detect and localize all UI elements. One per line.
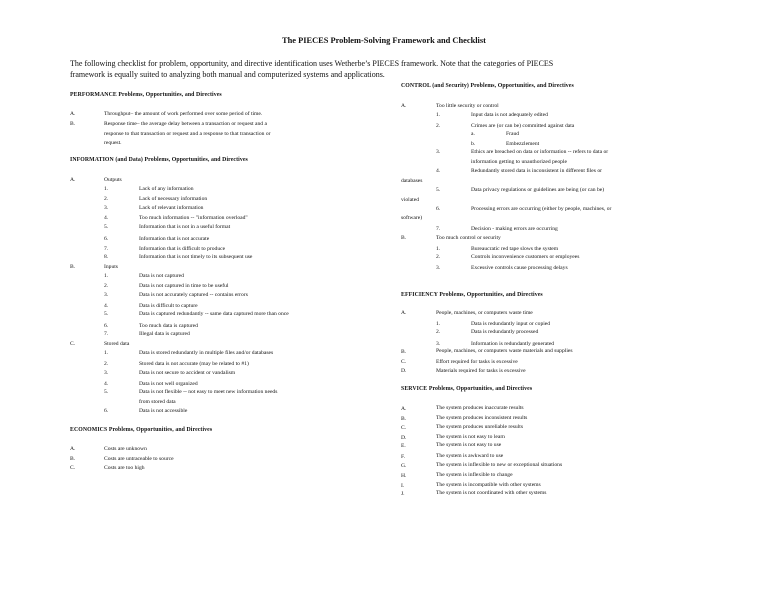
information-outputs-label: Outputs: [104, 177, 122, 183]
information-stored-label: Stored data: [104, 341, 130, 347]
control-item-number: 6.: [436, 206, 441, 212]
inputs-item: Too much data is captured: [139, 323, 198, 329]
service-item-marker: A.: [401, 406, 407, 412]
service-item: The system produces inconsistent results: [436, 415, 528, 421]
service-item-marker: J.: [401, 491, 405, 497]
control-item-number: 3.: [436, 149, 441, 155]
control-item: Excessive controls cause processing delays: [471, 265, 568, 271]
control-item-number: 3.: [436, 265, 441, 271]
efficiency-a-label: People, machines, or computers waste time: [436, 310, 533, 316]
control-item-continuation: information getting to unauthorized people: [471, 159, 568, 165]
economics-item-marker: A.: [70, 446, 76, 452]
control-item-continuation: databases: [401, 178, 423, 184]
outputs-item: Information that is not in a useful format: [139, 224, 231, 230]
performance-heading: PERFORMANCE Problems, Opportunities, and Directives: [70, 92, 222, 98]
performance-b-marker: B.: [70, 121, 76, 127]
performance-b-line-1: Response time– the average delay between a transaction or request and a: [104, 121, 267, 127]
service-item-marker: F.: [401, 454, 406, 460]
stored-item-number: 5.: [104, 389, 109, 395]
inputs-item: Illegal data is captured: [139, 331, 190, 337]
control-a-label: Too little security or control: [436, 103, 499, 109]
economics-item: Costs are too high: [104, 465, 145, 471]
service-item: The system produces unreliable results: [436, 424, 523, 430]
control-item: Processing errors are occurring (either by people, machines, or: [471, 206, 612, 212]
efficiency-b-marker: B.: [401, 349, 407, 355]
efficiency-b-text: People, machines, or computers waste materials and supplies: [436, 348, 573, 354]
stored-item-number: 3.: [104, 370, 109, 376]
inputs-item-number: 2.: [104, 283, 109, 289]
stored-item-number: 2.: [104, 361, 109, 367]
information-c-marker: C.: [70, 341, 76, 347]
service-item-marker: I.: [401, 483, 405, 489]
inputs-item: Data is not captured: [139, 273, 184, 279]
service-item: The system is not easy to use: [436, 442, 502, 448]
efficiency-item-number: 1.: [436, 321, 441, 327]
efficiency-item: Data is redundantly input or copied: [471, 321, 551, 327]
outputs-item: Information that is not accurate: [139, 236, 210, 242]
control-item-number: 1.: [436, 246, 441, 252]
control-subitem-letter: b.: [471, 141, 476, 147]
control-item: Ethics are breached on data or information -- refers to data or: [471, 149, 609, 155]
service-item: The system is inflexible to new or exceptional situations: [436, 462, 563, 468]
control-subitem-letter: a.: [471, 131, 475, 137]
inputs-item-number: 3.: [104, 292, 109, 298]
control-item: Redundantly stored data is inconsistent in different files or: [471, 168, 603, 174]
outputs-item-number: 7.: [104, 246, 109, 252]
stored-item: Data is stored redundantly in multiple files and/or databases: [139, 350, 274, 356]
performance-b-line-2: response to that transaction or request and a response to that transaction or: [104, 131, 271, 137]
inputs-item: Data is not accurately captured -- contains errors: [139, 292, 248, 298]
stored-item: Data is not flexible -- not easy to meet new information needs: [139, 389, 278, 395]
economics-item: Costs are untraceable to source: [104, 456, 174, 462]
control-subitem: Embezzlement: [506, 141, 540, 147]
service-item-marker: C.: [401, 425, 407, 431]
inputs-item-number: 5.: [104, 311, 109, 317]
stored-item-continuation: from stored data: [139, 399, 176, 405]
outputs-item-number: 6.: [104, 236, 109, 242]
inputs-item-number: 7.: [104, 331, 109, 337]
efficiency-c-marker: C.: [401, 359, 407, 365]
service-item: The system is incompatible with other systems: [436, 482, 541, 488]
control-item-number: 1.: [436, 112, 441, 118]
control-item: Decision - making errors are occurring: [471, 226, 558, 232]
service-item: The system is not easy to learn: [436, 434, 505, 440]
efficiency-item-number: 3.: [436, 341, 441, 347]
performance-b-line-3: request.: [104, 140, 122, 146]
service-item-marker: B.: [401, 416, 407, 422]
control-item-number: 2.: [436, 123, 441, 129]
inputs-item: Data is not captured in time to be useful: [139, 283, 229, 289]
outputs-item-number: 8.: [104, 254, 109, 260]
outputs-item: Too much information -- "information overload": [139, 215, 248, 221]
outputs-item-number: 5.: [104, 224, 109, 230]
intro-line-1: The following checklist for problem, opportunity, and directive identification uses Wetherbe’s PIECES framework. Note that the categories of PIECES: [70, 59, 554, 68]
efficiency-item: Information is redundantly generated: [471, 341, 555, 347]
control-subitem: Fraud: [506, 131, 520, 137]
outputs-item: Information that is not timely to its subsequent use: [139, 254, 253, 260]
inputs-item: Data is captured redundantly -- same data captured more than once: [139, 311, 289, 317]
outputs-item-number: 4.: [104, 215, 109, 221]
control-item: Bureaucratic red tape slows the system: [471, 246, 559, 252]
service-item: The system is inflexible to change: [436, 472, 513, 478]
service-item-marker: D.: [401, 435, 407, 441]
control-item: Crimes are (or can be) committed against data: [471, 123, 575, 129]
intro-line-2: framework is equally suited to analyzing both manual and computerized systems and applications.: [70, 70, 385, 79]
outputs-item: Lack of any information: [139, 186, 194, 192]
stored-item: Data is not well organized: [139, 381, 198, 387]
service-item: The system produces inaccurate results: [436, 405, 524, 411]
efficiency-a-marker: A.: [401, 310, 407, 316]
stored-item-number: 1.: [104, 350, 109, 356]
efficiency-item: Data is redundantly processed: [471, 329, 539, 335]
control-b-marker: B.: [401, 235, 407, 241]
control-item-number: 2.: [436, 254, 441, 260]
control-item: Input data is not adequately edited: [471, 112, 548, 118]
control-item: Data privacy regulations or guidelines are being (or can be): [471, 187, 605, 193]
stored-item: Data is not secure to accident or vandalism: [139, 370, 236, 376]
service-item-marker: G.: [401, 463, 407, 469]
document-title: The PIECES Problem-Solving Framework and Checklist: [282, 36, 486, 45]
outputs-item: Information that is difficult to produce: [139, 246, 226, 252]
information-a-marker: A.: [70, 177, 76, 183]
control-heading: CONTROL (and Security) Problems, Opportunities, and Directives: [401, 83, 574, 89]
service-item: The system is not coordinated with other systems: [436, 490, 547, 496]
economics-item: Costs are unknown: [104, 446, 147, 452]
economics-item-marker: C.: [70, 465, 76, 471]
control-item-number: 4.: [436, 168, 441, 174]
inputs-item-number: 4.: [104, 303, 109, 309]
efficiency-d-text: Materials required for tasks is excessive: [436, 368, 526, 374]
efficiency-d-marker: D.: [401, 368, 407, 374]
efficiency-heading: EFFICIENCY Problems, Opportunities, and Directives: [401, 292, 543, 298]
information-heading: INFORMATION (and Data) Problems, Opportunities, and Directives: [70, 157, 248, 163]
stored-item: Stored data is not accurate (may be related to #1): [139, 361, 249, 367]
economics-item-marker: B.: [70, 456, 76, 462]
performance-a-marker: A.: [70, 111, 76, 117]
efficiency-item-number: 2.: [436, 329, 441, 335]
service-item: The system is awkward to use: [436, 453, 504, 459]
control-b-label: Too much control or security: [436, 235, 501, 241]
information-inputs-label: Inputs: [104, 264, 118, 270]
control-item-continuation: violated: [401, 197, 420, 203]
outputs-item-number: 2.: [104, 196, 109, 202]
information-b-marker: B.: [70, 264, 76, 270]
performance-a-text: Throughput– the amount of work performed over some period of time.: [104, 111, 263, 117]
control-item-number: 7.: [436, 226, 441, 232]
outputs-item: Lack of necessary information: [139, 196, 208, 202]
efficiency-c-text: Effort required for tasks is excessive: [436, 359, 518, 365]
stored-item-number: 4.: [104, 381, 109, 387]
control-item: Controls inconvenience customers or employees: [471, 254, 580, 260]
outputs-item-number: 3.: [104, 205, 109, 211]
control-a-marker: A.: [401, 103, 407, 109]
inputs-item-number: 6.: [104, 323, 109, 329]
service-item-marker: H.: [401, 473, 407, 479]
inputs-item-number: 1.: [104, 273, 109, 279]
outputs-item-number: 1.: [104, 186, 109, 192]
service-heading: SERVICE Problems, Opportunities, and Directives: [401, 386, 533, 392]
outputs-item: Lack of relevant information: [139, 205, 204, 211]
stored-item: Data is not accessible: [139, 408, 188, 414]
control-item-continuation: software): [401, 215, 423, 221]
stored-item-number: 6.: [104, 408, 109, 414]
inputs-item: Data is difficult to capture: [139, 303, 198, 309]
control-item-number: 5.: [436, 187, 441, 193]
service-item-marker: E.: [401, 443, 406, 449]
economics-heading: ECONOMICS Problems, Opportunities, and Directives: [70, 427, 213, 433]
